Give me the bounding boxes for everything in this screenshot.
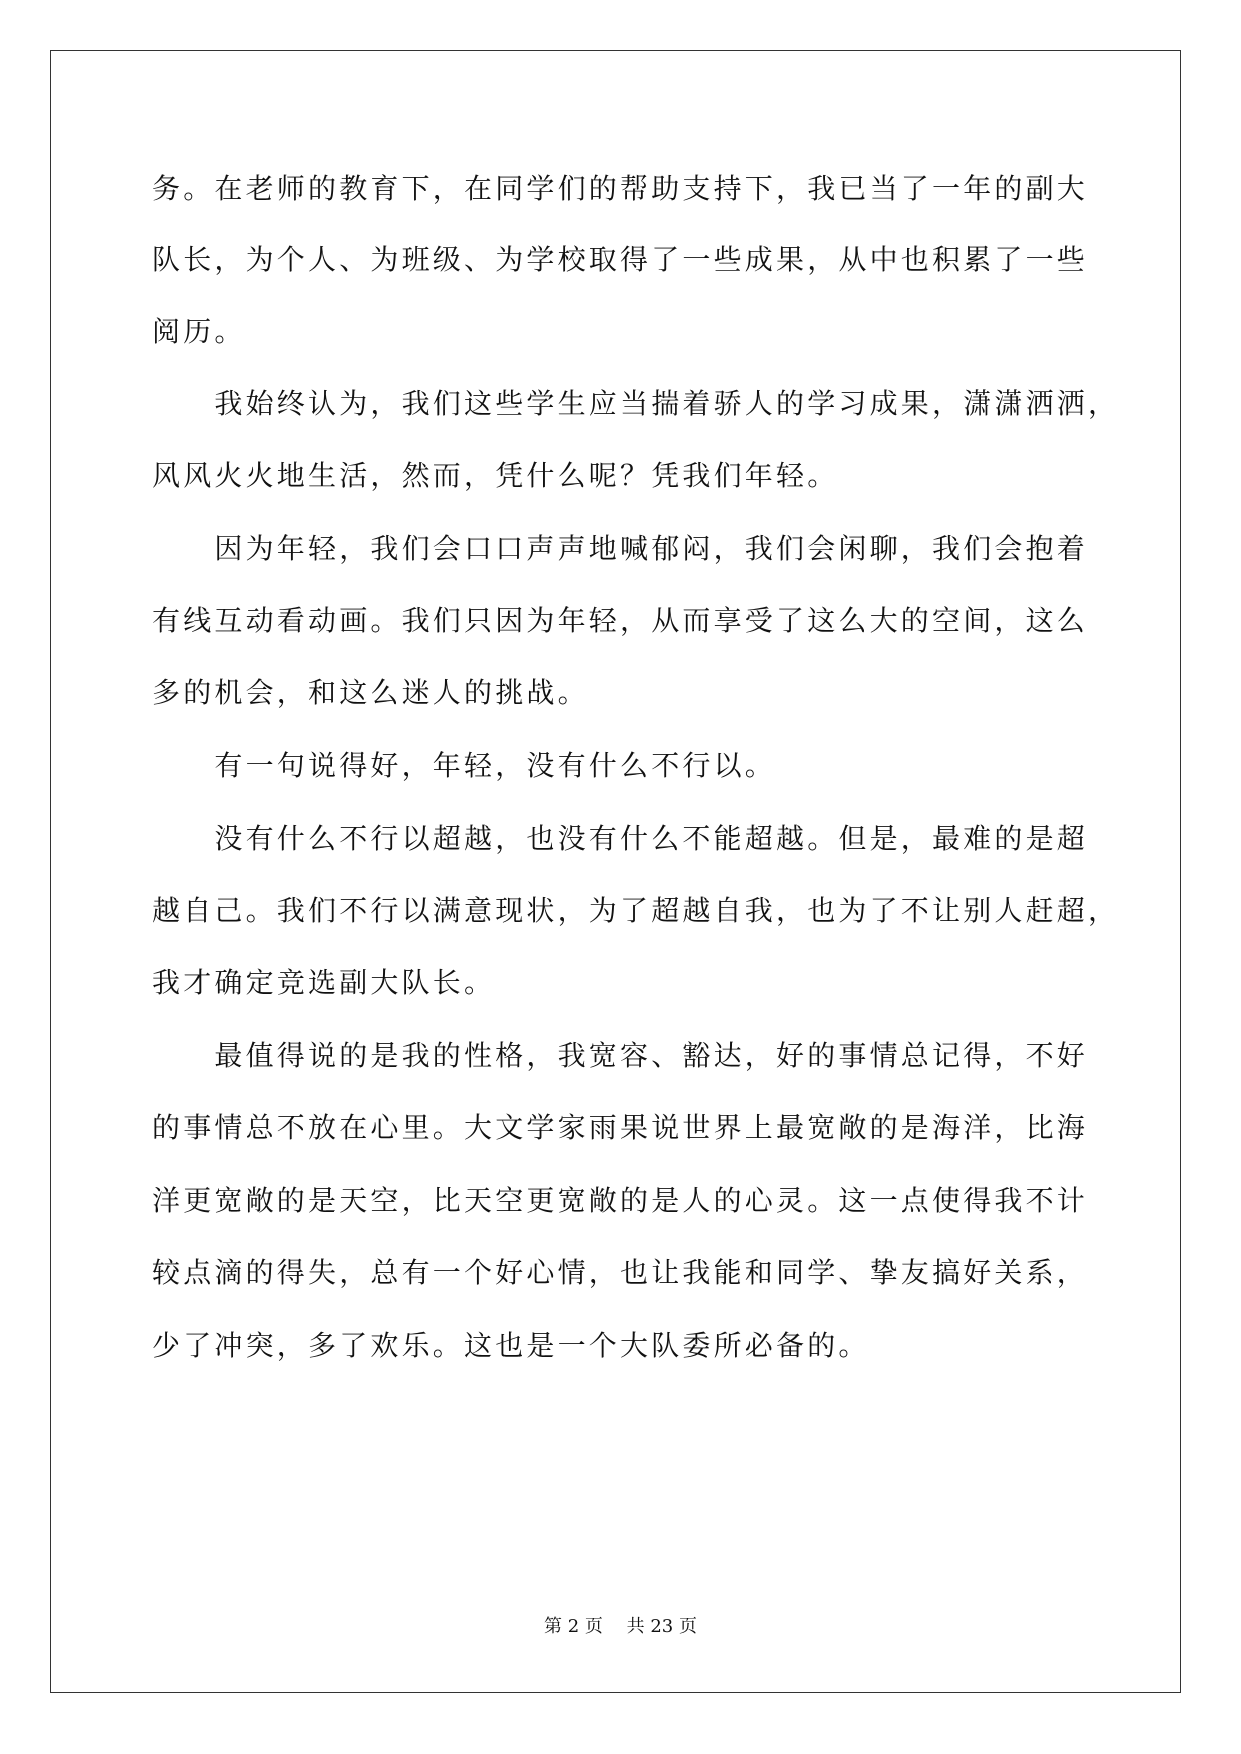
text-line: 队长，为个人、为班级、为学校取得了一些成果，从中也积累了一些 <box>152 243 1089 276</box>
text-line: 务。在老师的教育下，在同学们的帮助支持下，我已当了一年的副大 <box>152 172 1089 205</box>
text-line: 阅历。 <box>152 315 246 348</box>
text-line: 风风火火地生活，然而，凭什么呢？凭我们年轻。 <box>152 459 839 492</box>
text-line: 少了冲突，多了欢乐。这也是一个大队委所必备的。 <box>152 1329 870 1362</box>
page-number: 第 2 页 共 23 页 <box>544 1616 697 1637</box>
page-border <box>50 50 1181 1693</box>
text-line: 因为年轻，我们会口口声声地喊郁闷，我们会闲聊，我们会抱着 <box>152 532 1089 565</box>
text-line: 洋更宽敞的是天空，比天空更宽敞的是人的心灵。这一点使得我不计 <box>152 1184 1089 1217</box>
text-line: 有一句说得好，年轻，没有什么不行以。 <box>152 749 777 782</box>
text-line: 较点滴的得失，总有一个好心情，也让我能和同学、挚友搞好关系， <box>152 1256 1089 1289</box>
text-line: 的事情总不放在心里。大文学家雨果说世界上最宽敞的是海洋，比海 <box>152 1111 1089 1144</box>
text-line: 最值得说的是我的性格，我宽容、豁达，好的事情总记得，不好 <box>152 1039 1089 1072</box>
text-line: 我才确定竞选副大队长。 <box>152 966 496 999</box>
text-line: 我始终认为，我们这些学生应当揣着骄人的学习成果，潇潇洒洒， <box>152 387 1120 420</box>
text-line: 有线互动看动画。我们只因为年轻，从而享受了这么大的空间，这么 <box>152 604 1089 637</box>
text-line: 没有什么不行以超越，也没有什么不能超越。但是，最难的是超 <box>152 822 1089 855</box>
text-line: 越自己。我们不行以满意现状，为了超越自我，也为了不让别人赶超， <box>152 894 1120 927</box>
text-line: 多的机会，和这么迷人的挑战。 <box>152 676 589 709</box>
